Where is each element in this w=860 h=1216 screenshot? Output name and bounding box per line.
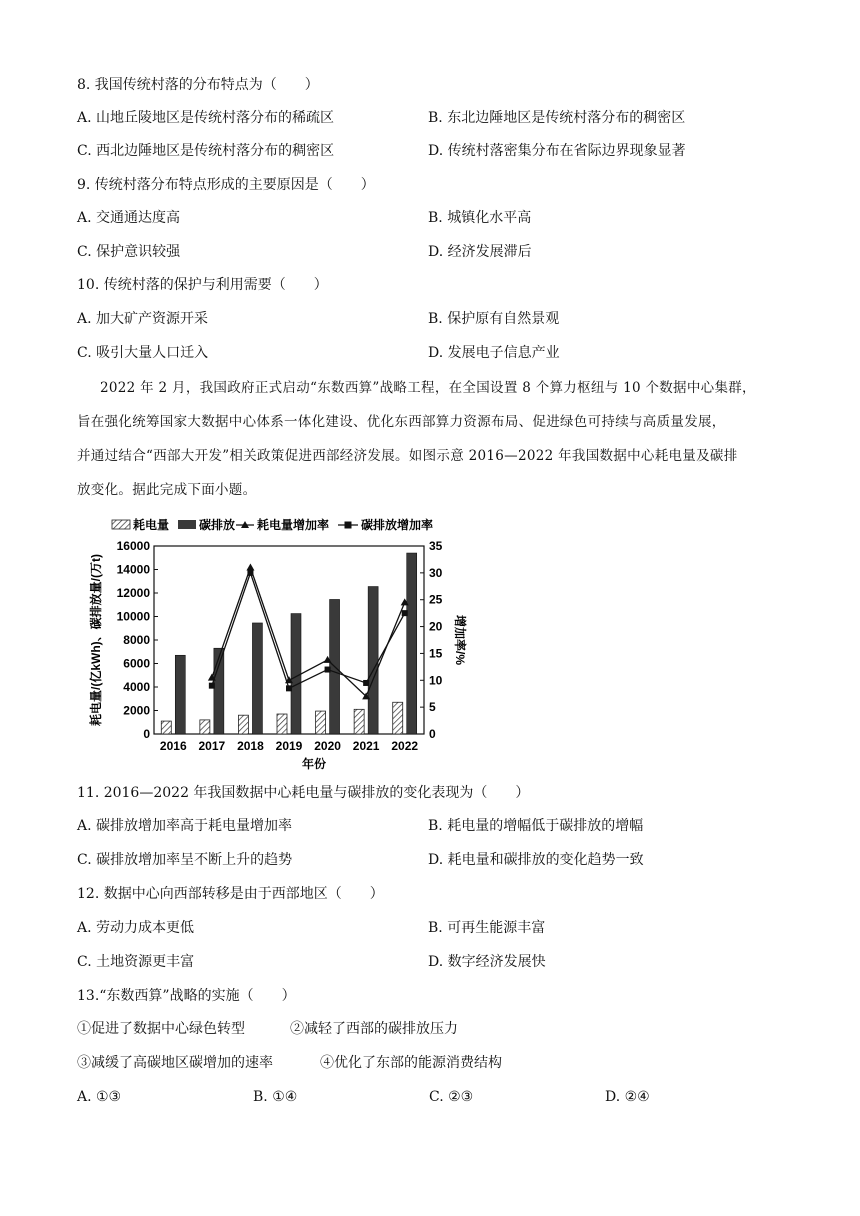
- q10-stem: 10. 传统村落的保护与利用需要（ ）: [77, 277, 328, 293]
- x-tick-label: 2021: [352, 739, 380, 753]
- chart-legend: [112, 517, 433, 532]
- x-tick-label: 2019: [275, 739, 303, 753]
- x-tick-label: 2020: [314, 739, 341, 753]
- q10-option-a: A. 加大矿产资源开采: [77, 311, 209, 327]
- bar-power: [354, 709, 364, 734]
- passage-line-3: 并通过结合“西部大开发”相关政策促进西部经济发展。如图示意 2016—2022 年我国数据中心耗电量及碳排: [77, 448, 738, 464]
- q10-option-d: D. 发展电子信息产业: [428, 345, 560, 361]
- y-right-tick-label: 35: [429, 539, 443, 553]
- bar-power: [161, 721, 171, 734]
- q10-option-c: C. 吸引大量人口迁入: [77, 345, 209, 361]
- q13-statement-1: ①促进了数据中心绿色转型: [77, 1021, 245, 1037]
- q8-option-c: C. 西北边陲地区是传统村落分布的稠密区: [77, 143, 335, 159]
- x-tick-label: 2016: [159, 739, 187, 753]
- q9-option-a: A. 交通通达度高: [77, 210, 181, 226]
- y-tick-label: 16000: [116, 539, 150, 553]
- q9-option-c: C. 保护意识较强: [77, 244, 181, 260]
- q8-option-d: D. 传统村落密集分布在省际边界现象显著: [428, 143, 686, 159]
- bar-power: [393, 702, 403, 734]
- y-tick-label: 6000: [123, 656, 150, 671]
- y-right-tick-label: 15: [429, 646, 443, 661]
- q9-stem: 9. 传统村落分布特点形成的主要原因是（ ）: [77, 177, 375, 193]
- bar-power: [238, 715, 248, 734]
- q13-statement-4: ④优化了东部的能源消费结构: [320, 1055, 502, 1071]
- q11-stem: 11. 2016—2022 年我国数据中心耗电量与碳排放的变化表现为（ ）: [77, 785, 530, 801]
- q8-option-a: A. 山地丘陵地区是传统村落分布的稀疏区: [77, 110, 335, 126]
- q9-option-d: D. 经济发展滞后: [428, 244, 532, 260]
- bar-carbon: [368, 587, 378, 734]
- bar-carbon: [175, 655, 185, 734]
- carbon-rate-point: [325, 667, 331, 673]
- bar-power: [277, 714, 287, 734]
- q13-option-a: A. ①③: [77, 1089, 122, 1105]
- q13-option-d: D. ②④: [605, 1089, 650, 1105]
- q13-statement-3: ③减缓了高碳地区碳增加的速率: [77, 1055, 273, 1071]
- y-right-tick-label: 10: [429, 673, 443, 688]
- x-tick-label: 2018: [237, 739, 264, 753]
- passage-line-2: 旨在强化统筹国家大数据中心体系一体化建设、优化东西部算力资源布局、促进绿色可持续与高质量发展，: [77, 414, 726, 430]
- legend-label-carbon-rate: 碳排放增加率: [361, 518, 434, 532]
- q11-option-c: C. 碳排放增加率呈不断上升的趋势: [77, 852, 293, 868]
- y-tick-label: 4000: [123, 680, 150, 694]
- passage-line-1: 2022 年 2 月，我国政府正式启动“东数西算”战略工程，在全国设置 8 个算力枢纽与 10 个数据中心集群，: [100, 380, 756, 396]
- legend-label-power-rate: 耗电量增加率: [257, 518, 330, 532]
- q12-option-c: C. 土地资源更丰富: [77, 954, 195, 970]
- bar-carbon: [252, 623, 262, 734]
- x-tick-label: 2017: [198, 739, 226, 753]
- q9-option-b: B. 城镇化水平高: [428, 210, 532, 226]
- q11-option-b: B. 耗电量的增幅低于碳排放的增幅: [428, 818, 644, 834]
- y-tick-label: 10000: [116, 609, 150, 624]
- y-right-tick-label: 20: [429, 619, 443, 634]
- y-tick-label: 12000: [116, 586, 150, 600]
- q11-option-d: D. 耗电量和碳排放的变化趋势一致: [428, 852, 644, 868]
- y-tick-label: 8000: [123, 633, 150, 647]
- q13-option-b: B. ①④: [253, 1089, 298, 1105]
- q12-option-d: D. 数字经济发展快: [428, 954, 546, 970]
- y-tick-label: 14000: [116, 562, 150, 577]
- y-right-tick-label: 30: [429, 565, 443, 580]
- carbon-rate-point: [247, 570, 253, 576]
- y-tick-label: 0: [143, 727, 150, 741]
- bar-carbon: [291, 614, 301, 734]
- y-axis-right-label: 增加率/%: [453, 614, 467, 666]
- carbon-rate-point: [402, 610, 408, 616]
- x-tick-label: 2022: [391, 739, 419, 753]
- power-rate-point: [246, 563, 254, 570]
- q11-option-a: A. 碳排放增加率高于耗电量增加率: [77, 818, 293, 834]
- q10-option-b: B. 保护原有自然景观: [428, 311, 560, 327]
- q13-option-c: C. ②③: [429, 1089, 474, 1105]
- q8-option-b: B. 东北边陲地区是传统村落分布的稠密区: [428, 110, 686, 126]
- passage-line-4: 放变化。据此完成下面小题。: [77, 482, 257, 498]
- q12-option-a: A. 劳动力成本更低: [77, 920, 195, 936]
- bar-power: [200, 720, 210, 734]
- y-axis-label: 耗电量/(亿kWh)、碳排放量/(万t): [89, 554, 103, 726]
- y-right-tick-label: 5: [429, 700, 436, 715]
- carbon-rate-point: [286, 685, 292, 691]
- q13-stem: 13.“东数西算”战略的实施（ ）: [77, 988, 296, 1004]
- legend-label-carbon: 碳排放: [199, 518, 236, 532]
- q12-option-b: B. 可再生能源丰富: [428, 920, 546, 936]
- carbon-rate-point: [209, 683, 215, 689]
- plot-frame: [154, 546, 424, 734]
- carbon-rate-point: [363, 680, 369, 686]
- energy-carbon-chart: [86, 516, 467, 776]
- q8-stem: 8. 我国传统村落的分布特点为（ ）: [77, 77, 319, 93]
- x-axis-label: 年份: [301, 757, 327, 771]
- bar-power: [316, 711, 326, 734]
- legend-square-icon: [345, 522, 352, 529]
- q13-statement-2: ②减轻了西部的碳排放压力: [290, 1021, 458, 1037]
- bar-carbon: [214, 648, 224, 734]
- bar-carbon: [407, 553, 417, 734]
- legend-swatch-power: [112, 520, 130, 529]
- q12-stem: 12. 数据中心向西部转移是由于西部地区（ ）: [77, 886, 384, 902]
- legend-swatch-carbon: [178, 520, 196, 529]
- y-right-tick-label: 0: [429, 727, 436, 741]
- y-right-tick-label: 25: [429, 592, 443, 607]
- y-tick-label: 2000: [123, 703, 150, 718]
- legend-label-power: 耗电量: [133, 518, 170, 532]
